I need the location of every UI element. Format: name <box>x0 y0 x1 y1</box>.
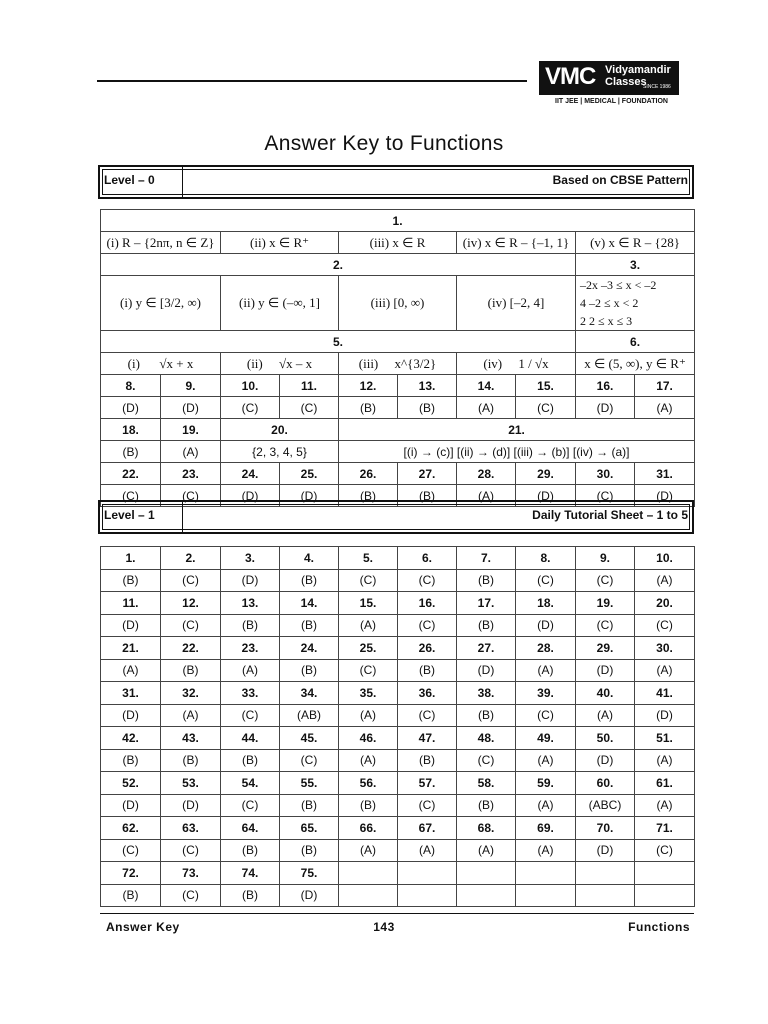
question-number: 31. <box>101 682 161 705</box>
answer-cell: (A) <box>635 659 695 682</box>
table-row <box>101 659 695 682</box>
question-number: 74. <box>221 862 280 885</box>
answer-cell: (B) <box>221 749 280 772</box>
answer-cell <box>339 884 398 907</box>
question-number: 68. <box>457 817 516 840</box>
logo-tagline: IIT JEE | MEDICAL | FOUNDATION <box>555 98 668 105</box>
answer-cell: (A) <box>339 704 398 727</box>
table-row <box>101 862 695 885</box>
answer-cell: (D) <box>101 704 161 727</box>
answer-cell: (B) <box>280 614 339 637</box>
answer-cell: (A) <box>635 794 695 817</box>
question-number: 25. <box>339 637 398 660</box>
question-number: 66. <box>339 817 398 840</box>
table-row: (C) (C) (D) (D) (B) (B) (A) (D) (C) (D) <box>101 485 695 507</box>
question-number: 20. <box>635 592 695 615</box>
answer-cell: (A) <box>516 749 576 772</box>
table-row <box>101 569 695 592</box>
question-number: 42. <box>101 727 161 750</box>
answer-cell: (C) <box>339 569 398 592</box>
table-row: 1. <box>101 210 695 232</box>
question-number: 57. <box>398 772 457 795</box>
question-number <box>576 862 635 885</box>
question-number: 72. <box>101 862 161 885</box>
level1-table <box>100 546 695 907</box>
question-number: 48. <box>457 727 516 750</box>
answer-cell: (A) <box>101 659 161 682</box>
answer-cell: (C) <box>635 839 695 862</box>
answer-cell: (A) <box>221 659 280 682</box>
answer-cell: (B) <box>339 794 398 817</box>
question-number: 65. <box>280 817 339 840</box>
answer-cell: (A) <box>457 839 516 862</box>
table-row <box>101 772 695 795</box>
answer-cell: (A) <box>516 794 576 817</box>
level0-bar <box>98 165 694 199</box>
table-row <box>101 614 695 637</box>
question-number: 40. <box>576 682 635 705</box>
question-number: 28. <box>516 637 576 660</box>
answer-cell: (C) <box>457 749 516 772</box>
answer-cell: (C) <box>516 704 576 727</box>
answer-cell: (A) <box>635 569 695 592</box>
question-number: 7. <box>457 547 516 570</box>
table-row: (i) y ∈ [3/2, ∞) (ii) y ∈ (–∞, 1] (iii) [0, ∞) (iv) [–2, 4] –2x –3 ≤ x < –2 4 –2 ≤ x < 2 2 2 ≤ x ≤ 3 <box>101 276 695 331</box>
answer-cell: (D) <box>457 659 516 682</box>
question-number: 30. <box>635 637 695 660</box>
question-number: 58. <box>457 772 516 795</box>
table-row <box>101 839 695 862</box>
question-number: 18. <box>516 592 576 615</box>
table-row: 18. 19. 20. 21. <box>101 419 695 441</box>
answer-cell: (D) <box>635 704 695 727</box>
answer-cell: (B) <box>101 749 161 772</box>
logo-box <box>539 61 679 95</box>
answer-cell: (B) <box>161 749 221 772</box>
answer-cell: (C) <box>101 839 161 862</box>
answer-cell: (B) <box>280 659 339 682</box>
answer-cell: (C) <box>161 839 221 862</box>
footer-rule <box>100 913 694 914</box>
table-row <box>101 704 695 727</box>
question-number: 55. <box>280 772 339 795</box>
level1-label: Level – 1 <box>104 508 155 522</box>
table-row <box>101 884 695 907</box>
logo-name: Vidyamandir Classes <box>605 64 671 88</box>
question-number: 9. <box>576 547 635 570</box>
table-row: (B) (A) {2, 3, 4, 5} [(i) → (c)] [(ii) → (d)] [(iii) → (b)] [(iv) → (a)] <box>101 441 695 463</box>
question-number: 8. <box>516 547 576 570</box>
answer-cell: (C) <box>161 569 221 592</box>
answer-cell: (C) <box>398 569 457 592</box>
level0-pattern: Based on CBSE Pattern <box>552 173 688 187</box>
question-number: 35. <box>339 682 398 705</box>
answer-cell: (C) <box>280 749 339 772</box>
answer-cell: (A) <box>516 839 576 862</box>
question-number <box>635 862 695 885</box>
table-row <box>101 727 695 750</box>
question-number: 39. <box>516 682 576 705</box>
question-number: 3. <box>221 547 280 570</box>
answer-cell: (A) <box>635 749 695 772</box>
answer-cell: (B) <box>457 704 516 727</box>
answer-cell <box>398 884 457 907</box>
question-number: 52. <box>101 772 161 795</box>
question-number: 61. <box>635 772 695 795</box>
answer-cell: (B) <box>221 884 280 907</box>
answer-cell: (B) <box>161 659 221 682</box>
question-number: 5. <box>339 547 398 570</box>
question-number: 29. <box>576 637 635 660</box>
question-number: 53. <box>161 772 221 795</box>
answer-cell: (C) <box>516 569 576 592</box>
question-number: 19. <box>576 592 635 615</box>
question-number: 13. <box>221 592 280 615</box>
answer-cell: (C) <box>398 794 457 817</box>
table-row <box>101 547 695 570</box>
answer-cell <box>635 884 695 907</box>
answer-cell: (C) <box>339 659 398 682</box>
footer-right: Functions <box>628 920 690 934</box>
answer-cell: (C) <box>221 704 280 727</box>
question-number: 56. <box>339 772 398 795</box>
question-number: 59. <box>516 772 576 795</box>
question-number: 24. <box>280 637 339 660</box>
question-number: 6. <box>398 547 457 570</box>
answer-cell: (C) <box>398 614 457 637</box>
question-number: 36. <box>398 682 457 705</box>
question-number: 69. <box>516 817 576 840</box>
table-row: (i) R – {2nπ, n ∈ Z} (ii) x ∈ R⁺ (iii) x ∈ R (iv) x ∈ R – {–1, 1} (v) x ∈ R – {28} <box>101 232 695 254</box>
answer-cell: (C) <box>161 614 221 637</box>
question-number: 47. <box>398 727 457 750</box>
logo-since: SINCE 1986 <box>643 84 671 90</box>
answer-cell: (B) <box>280 794 339 817</box>
answer-cell: (A) <box>339 749 398 772</box>
table-row <box>101 749 695 772</box>
table-row: 5. 6. <box>101 331 695 353</box>
question-number: 26. <box>398 637 457 660</box>
table-row <box>101 637 695 660</box>
question-number: 14. <box>280 592 339 615</box>
question-number: 17. <box>457 592 516 615</box>
page-title: Answer Key to Functions <box>264 132 504 155</box>
question-number: 11. <box>101 592 161 615</box>
answer-cell: (B) <box>280 569 339 592</box>
answer-cell: (D) <box>101 794 161 817</box>
answer-cell: (A) <box>516 659 576 682</box>
question-number: 1. <box>101 547 161 570</box>
header-rule <box>97 80 527 82</box>
question-number: 45. <box>280 727 339 750</box>
answer-cell: (D) <box>576 749 635 772</box>
question-number: 73. <box>161 862 221 885</box>
answer-cell <box>516 884 576 907</box>
question-number: 21. <box>101 637 161 660</box>
answer-cell: (C) <box>576 569 635 592</box>
answer-cell: (B) <box>101 884 161 907</box>
question-number: 63. <box>161 817 221 840</box>
answer-cell: (A) <box>339 839 398 862</box>
answer-cell: (D) <box>576 839 635 862</box>
question-number: 15. <box>339 592 398 615</box>
footer-page-number: 143 <box>373 920 395 934</box>
question-number: 46. <box>339 727 398 750</box>
question-number: 2. <box>161 547 221 570</box>
question-number: 67. <box>398 817 457 840</box>
answer-cell: (C) <box>398 704 457 727</box>
answer-cell: (D) <box>280 884 339 907</box>
question-number: 50. <box>576 727 635 750</box>
answer-cell: (C) <box>161 884 221 907</box>
table-row: (i) √x + x (ii) √x – x (iii) x^{3/2} (iv) 1 / √x x ∈ (5, ∞), y ∈ R⁺ <box>101 353 695 375</box>
answer-cell: (B) <box>101 569 161 592</box>
answer-cell: (B) <box>280 839 339 862</box>
question-number: 32. <box>161 682 221 705</box>
question-number <box>516 862 576 885</box>
answer-cell: (B) <box>457 569 516 592</box>
question-number: 64. <box>221 817 280 840</box>
question-number: 10. <box>635 547 695 570</box>
question-number: 16. <box>398 592 457 615</box>
question-number: 70. <box>576 817 635 840</box>
answer-cell: (A) <box>161 704 221 727</box>
question-number: 33. <box>221 682 280 705</box>
answer-cell: (C) <box>221 794 280 817</box>
answer-cell <box>457 884 516 907</box>
answer-cell: (AB) <box>280 704 339 727</box>
table-row <box>101 794 695 817</box>
answer-cell: (C) <box>576 614 635 637</box>
answer-cell: (B) <box>398 659 457 682</box>
table-row: 8. 9. 10. 11. 12. 13. 14. 15. 16. 17. <box>101 375 695 397</box>
question-number: 27. <box>457 637 516 660</box>
level0-table <box>100 209 695 507</box>
answer-cell: (C) <box>635 614 695 637</box>
answer-cell: (D) <box>101 614 161 637</box>
answer-cell: (ABC) <box>576 794 635 817</box>
question-number: 60. <box>576 772 635 795</box>
answer-cell: (D) <box>221 569 280 592</box>
level1-sheet: Daily Tutorial Sheet – 1 to 5 <box>532 508 688 522</box>
footer-left: Answer Key <box>106 920 180 934</box>
question-number <box>339 862 398 885</box>
table-row <box>101 592 695 615</box>
question-number: 51. <box>635 727 695 750</box>
question-number: 62. <box>101 817 161 840</box>
question-number: 34. <box>280 682 339 705</box>
question-number: 44. <box>221 727 280 750</box>
question-number: 75. <box>280 862 339 885</box>
answer-cell: (A) <box>398 839 457 862</box>
question-number: 12. <box>161 592 221 615</box>
level1-bar <box>98 500 694 534</box>
level0-label: Level – 0 <box>104 173 155 187</box>
logo-brand: VMC <box>545 63 596 90</box>
answer-cell: (D) <box>161 794 221 817</box>
answer-cell <box>576 884 635 907</box>
piecewise-answer: –2x –3 ≤ x < –2 4 –2 ≤ x < 2 2 2 ≤ x ≤ 3 <box>576 276 695 331</box>
answer-cell: (B) <box>457 614 516 637</box>
table-row: (D) (D) (C) (C) (B) (B) (A) (C) (D) (A) <box>101 397 695 419</box>
question-number: 54. <box>221 772 280 795</box>
answer-cell: (B) <box>221 614 280 637</box>
question-number: 43. <box>161 727 221 750</box>
question-number <box>398 862 457 885</box>
question-number: 4. <box>280 547 339 570</box>
vmc-logo <box>539 61 679 107</box>
question-number: 49. <box>516 727 576 750</box>
answer-cell: (B) <box>457 794 516 817</box>
question-number: 23. <box>221 637 280 660</box>
answer-cell: (D) <box>516 614 576 637</box>
question-number: 71. <box>635 817 695 840</box>
table-row: 22. 23. 24. 25. 26. 27. 28. 29. 30. 31. <box>101 463 695 485</box>
answer-cell: (B) <box>221 839 280 862</box>
table-row <box>101 682 695 705</box>
question-number: 41. <box>635 682 695 705</box>
answer-cell: (B) <box>398 749 457 772</box>
question-number: 38. <box>457 682 516 705</box>
question-number <box>457 862 516 885</box>
answer-cell: (A) <box>576 704 635 727</box>
question-number: 22. <box>161 637 221 660</box>
table-row: 2. 3. <box>101 254 695 276</box>
answer-cell: (A) <box>339 614 398 637</box>
table-row <box>101 817 695 840</box>
answer-cell: (D) <box>576 659 635 682</box>
